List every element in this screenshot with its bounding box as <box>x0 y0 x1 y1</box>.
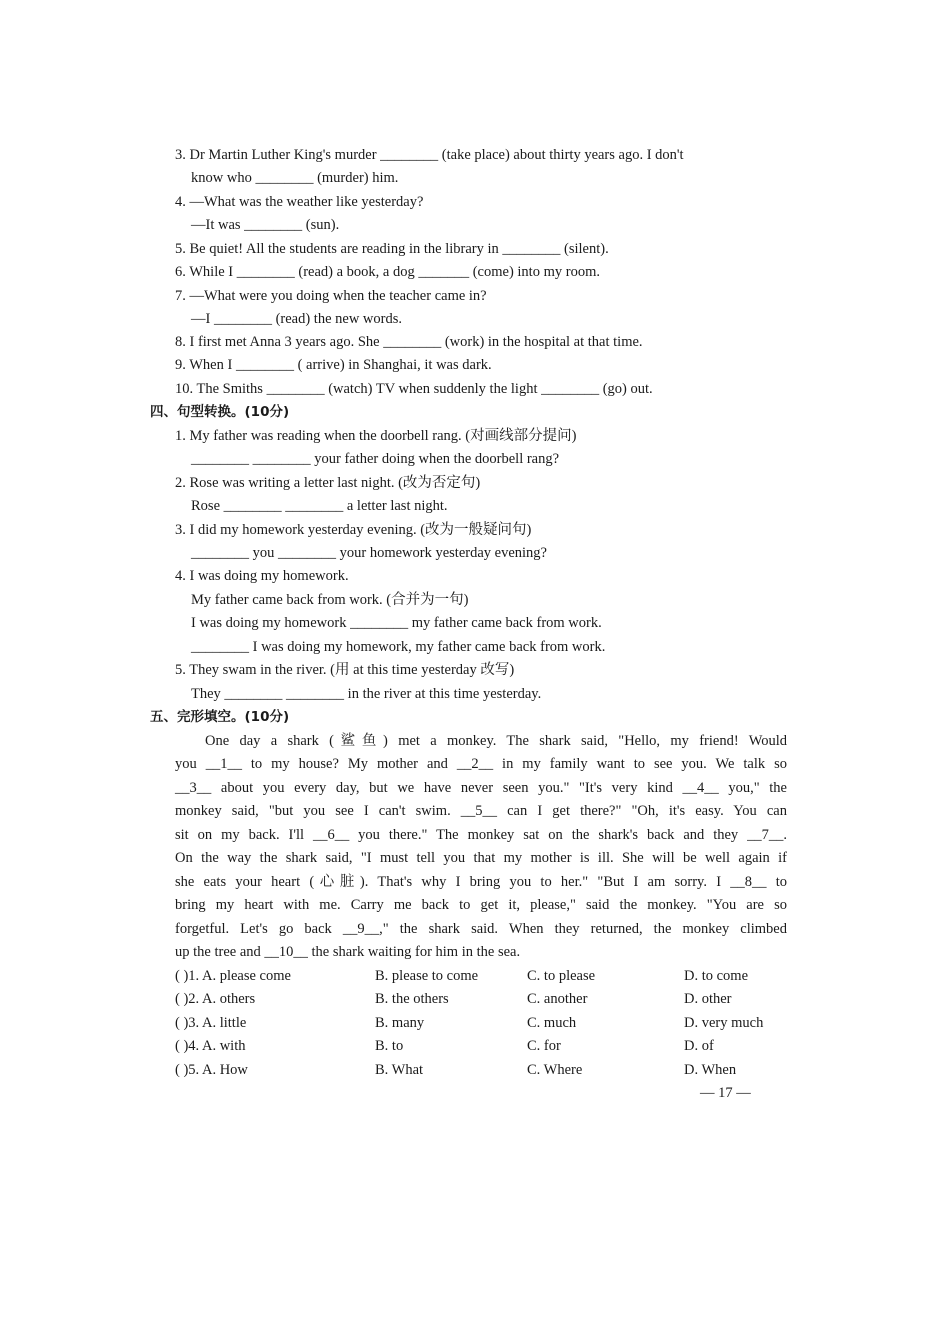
passage-line-5: sit on my back. I'll __6__ you there." The monkey sat on the shark's back and they __7__. <box>175 827 787 843</box>
question-7-line-1: 7. —What were you doing when the teacher came in? <box>175 288 487 304</box>
q2-option-d: D. other <box>684 991 732 1007</box>
question-3-line-1: 3. Dr Martin Luther King's murder ________ (take place) about thirty years ago. I don't <box>175 147 684 163</box>
q4-option-c: C. for <box>527 1038 561 1054</box>
passage-line-7: she eats your heart (心脏). That's why I bring you to her." "But I am sorry. I __8__ to <box>175 874 787 890</box>
passage-line-6: On the way the shark said, "I must tell you that my mother is ill. She will be well again if <box>175 850 787 866</box>
passage-line-3: __3__ about you every day, but we have never seen you." "It's very kind __4__ you," the <box>175 780 787 796</box>
s4-line-4: Rose ________ ________ a letter last night. <box>191 498 448 514</box>
q2-option-c: C. another <box>527 991 588 1007</box>
q2-option-b: B. the others <box>375 991 449 1007</box>
s4-line-3: 2. Rose was writing a letter last night. (改为否定句) <box>175 475 481 491</box>
q1-option-d: D. to come <box>684 968 749 984</box>
q5-option-b: B. What <box>375 1062 424 1078</box>
question-9: 9. When I ________ ( arrive) in Shanghai, it was dark. <box>175 357 492 373</box>
q3-option-a: ( )3. A. little <box>175 1015 247 1031</box>
s4-line-11: 5. They swam in the river. (用 at this time yesterday 改写) <box>175 662 515 678</box>
passage-line-2: you __1__ to my house? My mother and __2__ in my family want to see you. We talk so <box>175 756 787 772</box>
question-8: 8. I first met Anna 3 years ago. She ________ (work) in the hospital at that time. <box>175 334 643 350</box>
s4-line-12: They ________ ________ in the river at this time yesterday. <box>191 686 542 702</box>
question-5: 5. Be quiet! All the students are reading in the library in ________ (silent). <box>175 241 609 257</box>
q3-option-c: C. much <box>527 1015 577 1031</box>
s4-line-10: ________ I was doing my homework, my father came back from work. <box>191 639 606 655</box>
q5-option-d: D. When <box>684 1062 737 1078</box>
q1-option-a: ( )1. A. please come <box>175 968 291 984</box>
q5-option-a: ( )5. A. How <box>175 1062 248 1078</box>
s4-line-6: ________ you ________ your homework yesterday evening? <box>191 545 547 561</box>
question-6: 6. While I ________ (read) a book, a dog _______ (come) into my room. <box>175 264 600 280</box>
q4-option-b: B. to <box>375 1038 404 1054</box>
passage-line-1: One day a shark (鲨鱼) met a monkey. The shark said, "Hello, my friend! Would <box>205 733 787 749</box>
s4-line-5: 3. I did my homework yesterday evening. (改为一般疑问句) <box>175 522 532 538</box>
q3-option-b: B. many <box>375 1015 425 1031</box>
passage-line-8: bring my heart with me. Carry me back to get it, please," said the monkey. "You are so <box>175 897 787 913</box>
q4-option-d: D. of <box>684 1038 714 1054</box>
question-3-line-2: know who ________ (murder) him. <box>191 170 399 186</box>
q1-option-b: B. please to come <box>375 968 479 984</box>
page-number: — 17 — <box>700 1085 751 1101</box>
s4-line-1: 1. My father was reading when the doorbell rang. (对画线部分提问) <box>175 428 577 444</box>
passage-line-4: monkey said, "but you see I can't swim. __5__ can I get there?" "Oh, it's easy. You can <box>175 803 787 819</box>
question-4-line-1: 4. —What was the weather like yesterday? <box>175 194 424 210</box>
s4-line-9: I was doing my homework ________ my father came back from work. <box>191 615 602 631</box>
section-5-heading: 五、完形填空。(10分) <box>150 709 290 725</box>
section-4-heading: 四、句型转换。(10分) <box>150 404 290 420</box>
q2-option-a: ( )2. A. others <box>175 991 256 1007</box>
question-4-line-2: —It was ________ (sun). <box>191 217 340 233</box>
q1-option-c: C. to please <box>527 968 596 984</box>
q5-option-c: C. Where <box>527 1062 583 1078</box>
passage-line-9: forgetful. Let's go back __9__," the shark said. When they returned, the monkey climbed <box>175 921 787 937</box>
s4-line-8: My father came back from work. (合并为一句) <box>191 592 469 608</box>
question-7-line-2: —I ________ (read) the new words. <box>191 311 403 327</box>
s4-line-7: 4. I was doing my homework. <box>175 568 349 584</box>
s4-line-2: ________ ________ your father doing when the doorbell rang? <box>191 451 560 467</box>
q4-option-a: ( )4. A. with <box>175 1038 246 1054</box>
passage-line-10: up the tree and __10__ the shark waiting for him in the sea. <box>175 944 521 960</box>
q3-option-d: D. very much <box>684 1015 764 1031</box>
question-10: 10. The Smiths ________ (watch) TV when suddenly the light ________ (go) out. <box>175 381 653 397</box>
